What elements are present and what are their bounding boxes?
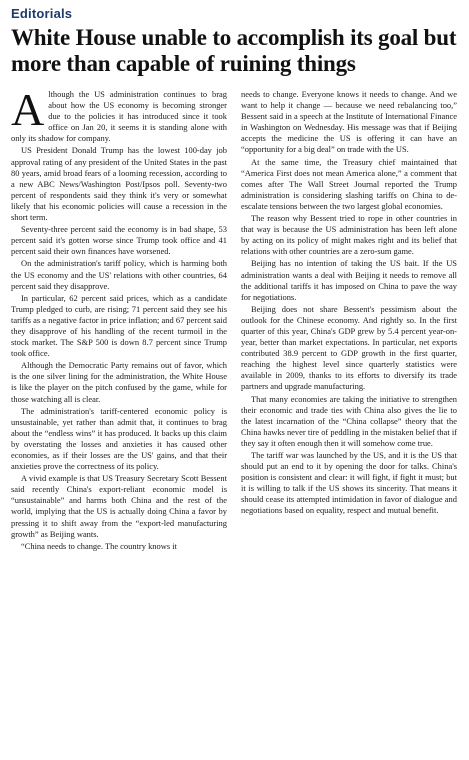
paragraph: The administration's tariff-centered economic policy is unsustainable, yet rather than admit that, it continues to brag about the “endless wins” it has produced. It backs up this claim by overstating the losses and anxieties it has caused other economies, as if their losses are the US' gains, and that their anxieties prove the correctness of its policy. (11, 405, 227, 472)
paragraph: On the administration's tariff policy, which is harming both the US economy and the US' relations with other countries, 64 percent said they disapprove. (11, 258, 227, 291)
column-right (241, 89, 457, 552)
paragraph: Seventy-three percent said the economy is in bad shape, 53 percent said it's gotten worse since Trump took office and 41 percent said their own finances have worsened. (11, 224, 227, 257)
paragraph: Beijing does not share Bessent's pessimism about the outlook for the Chinese economy. And rightly so. In the first quarter of this year, China's GDP grew by 5.4 percent year-on-year, better than market expectations. In particular, net exports contributed 38.9 percent to GDP growth in the first quarter, reaching the highest level since quarterly statistics were available in 2009, thanks to its efforts to diversify its trade partners and upgrade manufacturing. (241, 303, 457, 392)
column-left (11, 84, 227, 552)
paragraph: Although the Democratic Party remains out of favor, which is the one silver lining for the administration, the White House is like the player on the pitch confused by the game, while for those watching all is clear. (11, 360, 227, 404)
article-body (11, 84, 458, 552)
paragraph: The tariff war was launched by the US, and it is the US that should put an end to it by opening the door for talks. China's position is consistent and clear: it will fight, if fight it must; but it is willing to talk if the US shows its sincerity. That means it should cease its attempted intimidation in favor of dialogue and negotiations based on equality, respect and mutual benefit. (241, 450, 457, 516)
paragraph: US President Donald Trump has the lowest 100-day job approval rating of any president of the United States in the past 80 years, amid broad fears of a looming recession, according to a new ABC News/Washington Post/Ipsos poll. Seventy-two percent of respondents said they think it's very or somewhat likely that his economic policies will cause a recession in the short term. (11, 145, 227, 223)
lead-paragraph-text: lthough the US administration continues to brag about how the US economy is becoming stronger due to the policies it has introduced since it took office on Jan 20, it seems it is standing alone with only its shadow for company. (11, 89, 227, 144)
drop-cap: A (11, 84, 45, 135)
paragraph: The reason why Bessent tried to rope in other countries in that way is because the US administration has been left alone by acting on its policy of might makes right and its belief that relations with other countries are a zero-sum game. (241, 213, 457, 257)
paragraph: “China needs to change. The country knows it (21, 540, 177, 551)
continued-paragraph: needs to change. Everyone knows it needs to change. And we want to help it change — because we need rebalancing too,” Bessent said in a speech at the Institute of International Finance in Washington on Wednesday. His message was that if Beijing accepts the medicine the US is offering it can have an “opportunity for a big deal” on trade with the US. (241, 89, 457, 155)
paragraph: In particular, 62 percent said prices, which as a candidate Trump pledged to curb, are rising; 71 percent said they see his tariffs as a negative factor in price inflation; and 67 percent said they disapprove of his handling of the recent turmoil in the stock market. The S&P 500 is down 8.7 percent since Trump took office. (11, 292, 227, 359)
paragraph: Beijing has no intention of taking the US bait. If the US administration wants a deal with Beijing it needs to remove all the additional tariffs it has imposed on China to pave the way for negotiations. (241, 258, 457, 302)
section-label: Editorials (11, 6, 73, 21)
paragraph: That many economies are taking the initiative to strengthen their economic and trade ties with China also gives the lie to the latest incarnation of the “China collapse” theory that the China hawks never tire of peddling in the mistaken belief that if they say it often enough then it will somehow come true. (241, 393, 457, 448)
paragraph: At the same time, the Treasury chief maintained that “America First does not mean America alone,” a comment that comes after The Wall Street Journal reported the Trump administration is considering slashing tariffs on China to de-escalate tensions between the two largest global economies. (241, 156, 457, 211)
headline: White House unable to accomplish its goal but more than capable of ruining things (11, 25, 457, 76)
paragraph: A vivid example is that US Treasury Secretary Scott Bessent said recently China's export-reliant economic model is “unsustainable” and harms both China and the rest of the world, implying that the US is actually doing China a favor by pressing it to shift away from the “export-led manufacturing growth” as Beijing wants. (11, 473, 227, 539)
lead-paragraph (11, 84, 227, 144)
